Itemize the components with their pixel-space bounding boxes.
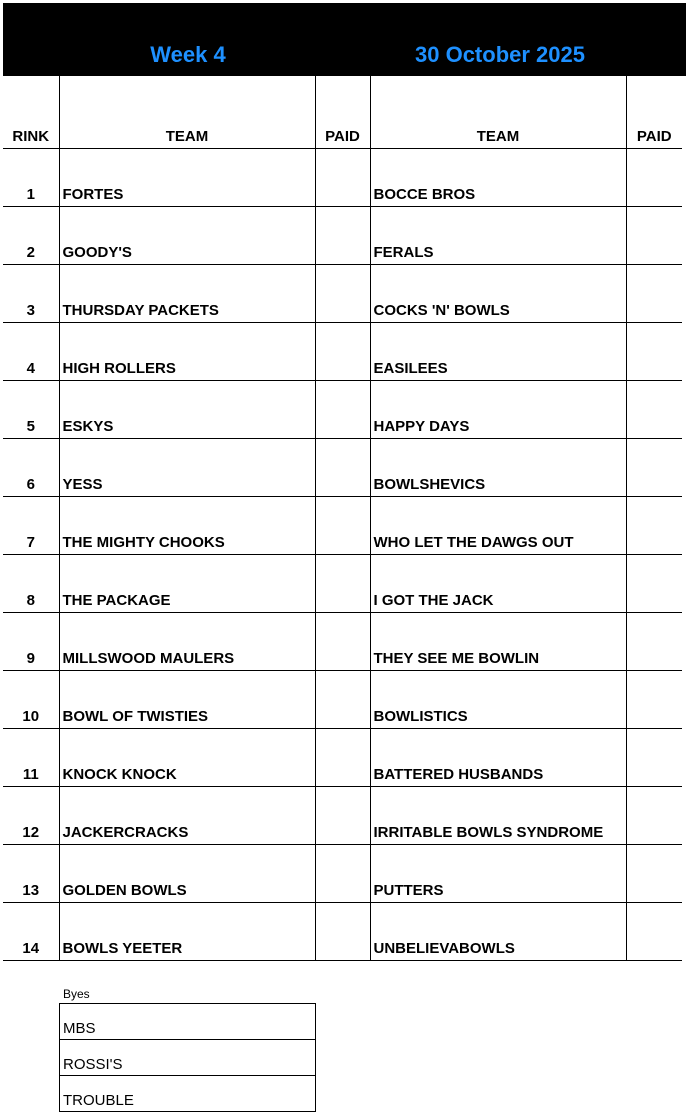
- rink-draw-table: [3, 76, 682, 961]
- table-row: [3, 844, 682, 902]
- team-a-cell: THE PACKAGE: [59, 554, 315, 612]
- team-b-cell: BATTERED HUSBANDS: [370, 728, 626, 786]
- team-a-cell: FORTES: [59, 148, 315, 206]
- rink-number: 13: [3, 844, 59, 902]
- table-row: [3, 438, 682, 496]
- team-a-cell: GOODY'S: [59, 206, 315, 264]
- paid-a-cell[interactable]: [315, 438, 370, 496]
- rink-number: 2: [3, 206, 59, 264]
- table-row: [3, 670, 682, 728]
- team-a-cell: ESKYS: [59, 380, 315, 438]
- team-a-cell: THURSDAY PACKETS: [59, 264, 315, 322]
- team-b-cell: HAPPY DAYS: [370, 380, 626, 438]
- paid-a-cell[interactable]: [315, 670, 370, 728]
- team-b-cell: THEY SEE ME BOWLIN: [370, 612, 626, 670]
- table-row: [3, 148, 682, 206]
- paid-b-column-header: PAID: [626, 76, 682, 148]
- team-a-cell: THE MIGHTY CHOOKS: [59, 496, 315, 554]
- team-b-cell: EASILEES: [370, 322, 626, 380]
- paid-a-column-header: PAID: [315, 76, 370, 148]
- paid-a-cell[interactable]: [315, 554, 370, 612]
- paid-b-cell[interactable]: [626, 380, 682, 438]
- table-row: [3, 728, 682, 786]
- table-row: [3, 554, 682, 612]
- table-row: [3, 612, 682, 670]
- rink-number: 5: [3, 380, 59, 438]
- table-row: [3, 322, 682, 380]
- team-b-cell: IRRITABLE BOWLS SYNDROME: [370, 786, 626, 844]
- team-b-cell: PUTTERS: [370, 844, 626, 902]
- team-b-column-header: TEAM: [370, 76, 626, 148]
- table-row: [3, 264, 682, 322]
- rink-number: 6: [3, 438, 59, 496]
- week-title: Week 4: [150, 42, 226, 67]
- bye-row: [60, 1040, 316, 1076]
- paid-b-cell[interactable]: [626, 902, 682, 960]
- paid-b-cell[interactable]: [626, 670, 682, 728]
- paid-a-cell[interactable]: [315, 380, 370, 438]
- rink-number: 7: [3, 496, 59, 554]
- paid-b-cell[interactable]: [626, 438, 682, 496]
- team-a-cell: KNOCK KNOCK: [59, 728, 315, 786]
- rink-number: 12: [3, 786, 59, 844]
- paid-a-cell[interactable]: [315, 786, 370, 844]
- paid-b-cell[interactable]: [626, 264, 682, 322]
- paid-b-cell[interactable]: [626, 612, 682, 670]
- date-title: 30 October 2025: [415, 42, 585, 67]
- table-row: [3, 206, 682, 264]
- rink-number: 1: [3, 148, 59, 206]
- bye-team: TROUBLE: [60, 1076, 316, 1112]
- paid-a-cell[interactable]: [315, 322, 370, 380]
- team-a-cell: BOWLS YEETER: [59, 902, 315, 960]
- table-row: [3, 786, 682, 844]
- rink-number: 8: [3, 554, 59, 612]
- paid-b-cell[interactable]: [626, 786, 682, 844]
- team-b-cell: I GOT THE JACK: [370, 554, 626, 612]
- paid-b-cell[interactable]: [626, 206, 682, 264]
- rink-number: 10: [3, 670, 59, 728]
- team-a-cell: MILLSWOOD MAULERS: [59, 612, 315, 670]
- rink-number: 11: [3, 728, 59, 786]
- team-a-column-header: TEAM: [59, 76, 315, 148]
- paid-a-cell[interactable]: [315, 496, 370, 554]
- table-header-row: [3, 76, 682, 148]
- team-b-cell: COCKS 'N' BOWLS: [370, 264, 626, 322]
- paid-a-cell[interactable]: [315, 844, 370, 902]
- team-b-cell: WHO LET THE DAWGS OUT: [370, 496, 626, 554]
- bye-row: [60, 1004, 316, 1040]
- paid-a-cell[interactable]: [315, 728, 370, 786]
- team-b-cell: BOWLISTICS: [370, 670, 626, 728]
- bye-team: ROSSI'S: [60, 1040, 316, 1076]
- rink-number: 3: [3, 264, 59, 322]
- paid-b-cell[interactable]: [626, 496, 682, 554]
- paid-a-cell[interactable]: [315, 612, 370, 670]
- rink-number: 4: [3, 322, 59, 380]
- team-a-cell: BOWL OF TWISTIES: [59, 670, 315, 728]
- paid-b-cell[interactable]: [626, 844, 682, 902]
- byes-label: Byes: [63, 987, 90, 1001]
- bye-team: MBS: [60, 1004, 316, 1040]
- paid-b-cell[interactable]: [626, 148, 682, 206]
- paid-a-cell[interactable]: [315, 264, 370, 322]
- team-b-cell: BOCCE BROS: [370, 148, 626, 206]
- paid-a-cell[interactable]: [315, 902, 370, 960]
- team-b-cell: FERALS: [370, 206, 626, 264]
- rink-number: 14: [3, 902, 59, 960]
- team-a-cell: HIGH ROLLERS: [59, 322, 315, 380]
- table-row: [3, 380, 682, 438]
- paid-b-cell[interactable]: [626, 554, 682, 612]
- team-b-cell: BOWLSHEVICS: [370, 438, 626, 496]
- team-a-cell: JACKERCRACKS: [59, 786, 315, 844]
- rink-number: 9: [3, 612, 59, 670]
- table-row: [3, 902, 682, 960]
- rink-column-header: RINK: [3, 76, 59, 148]
- team-a-cell: YESS: [59, 438, 315, 496]
- team-a-cell: GOLDEN BOWLS: [59, 844, 315, 902]
- team-b-cell: UNBELIEVABOWLS: [370, 902, 626, 960]
- paid-b-cell[interactable]: [626, 322, 682, 380]
- bye-row: [60, 1076, 316, 1112]
- paid-a-cell[interactable]: [315, 206, 370, 264]
- paid-a-cell[interactable]: [315, 148, 370, 206]
- paid-b-cell[interactable]: [626, 728, 682, 786]
- table-row: [3, 496, 682, 554]
- byes-table: [59, 1003, 316, 1112]
